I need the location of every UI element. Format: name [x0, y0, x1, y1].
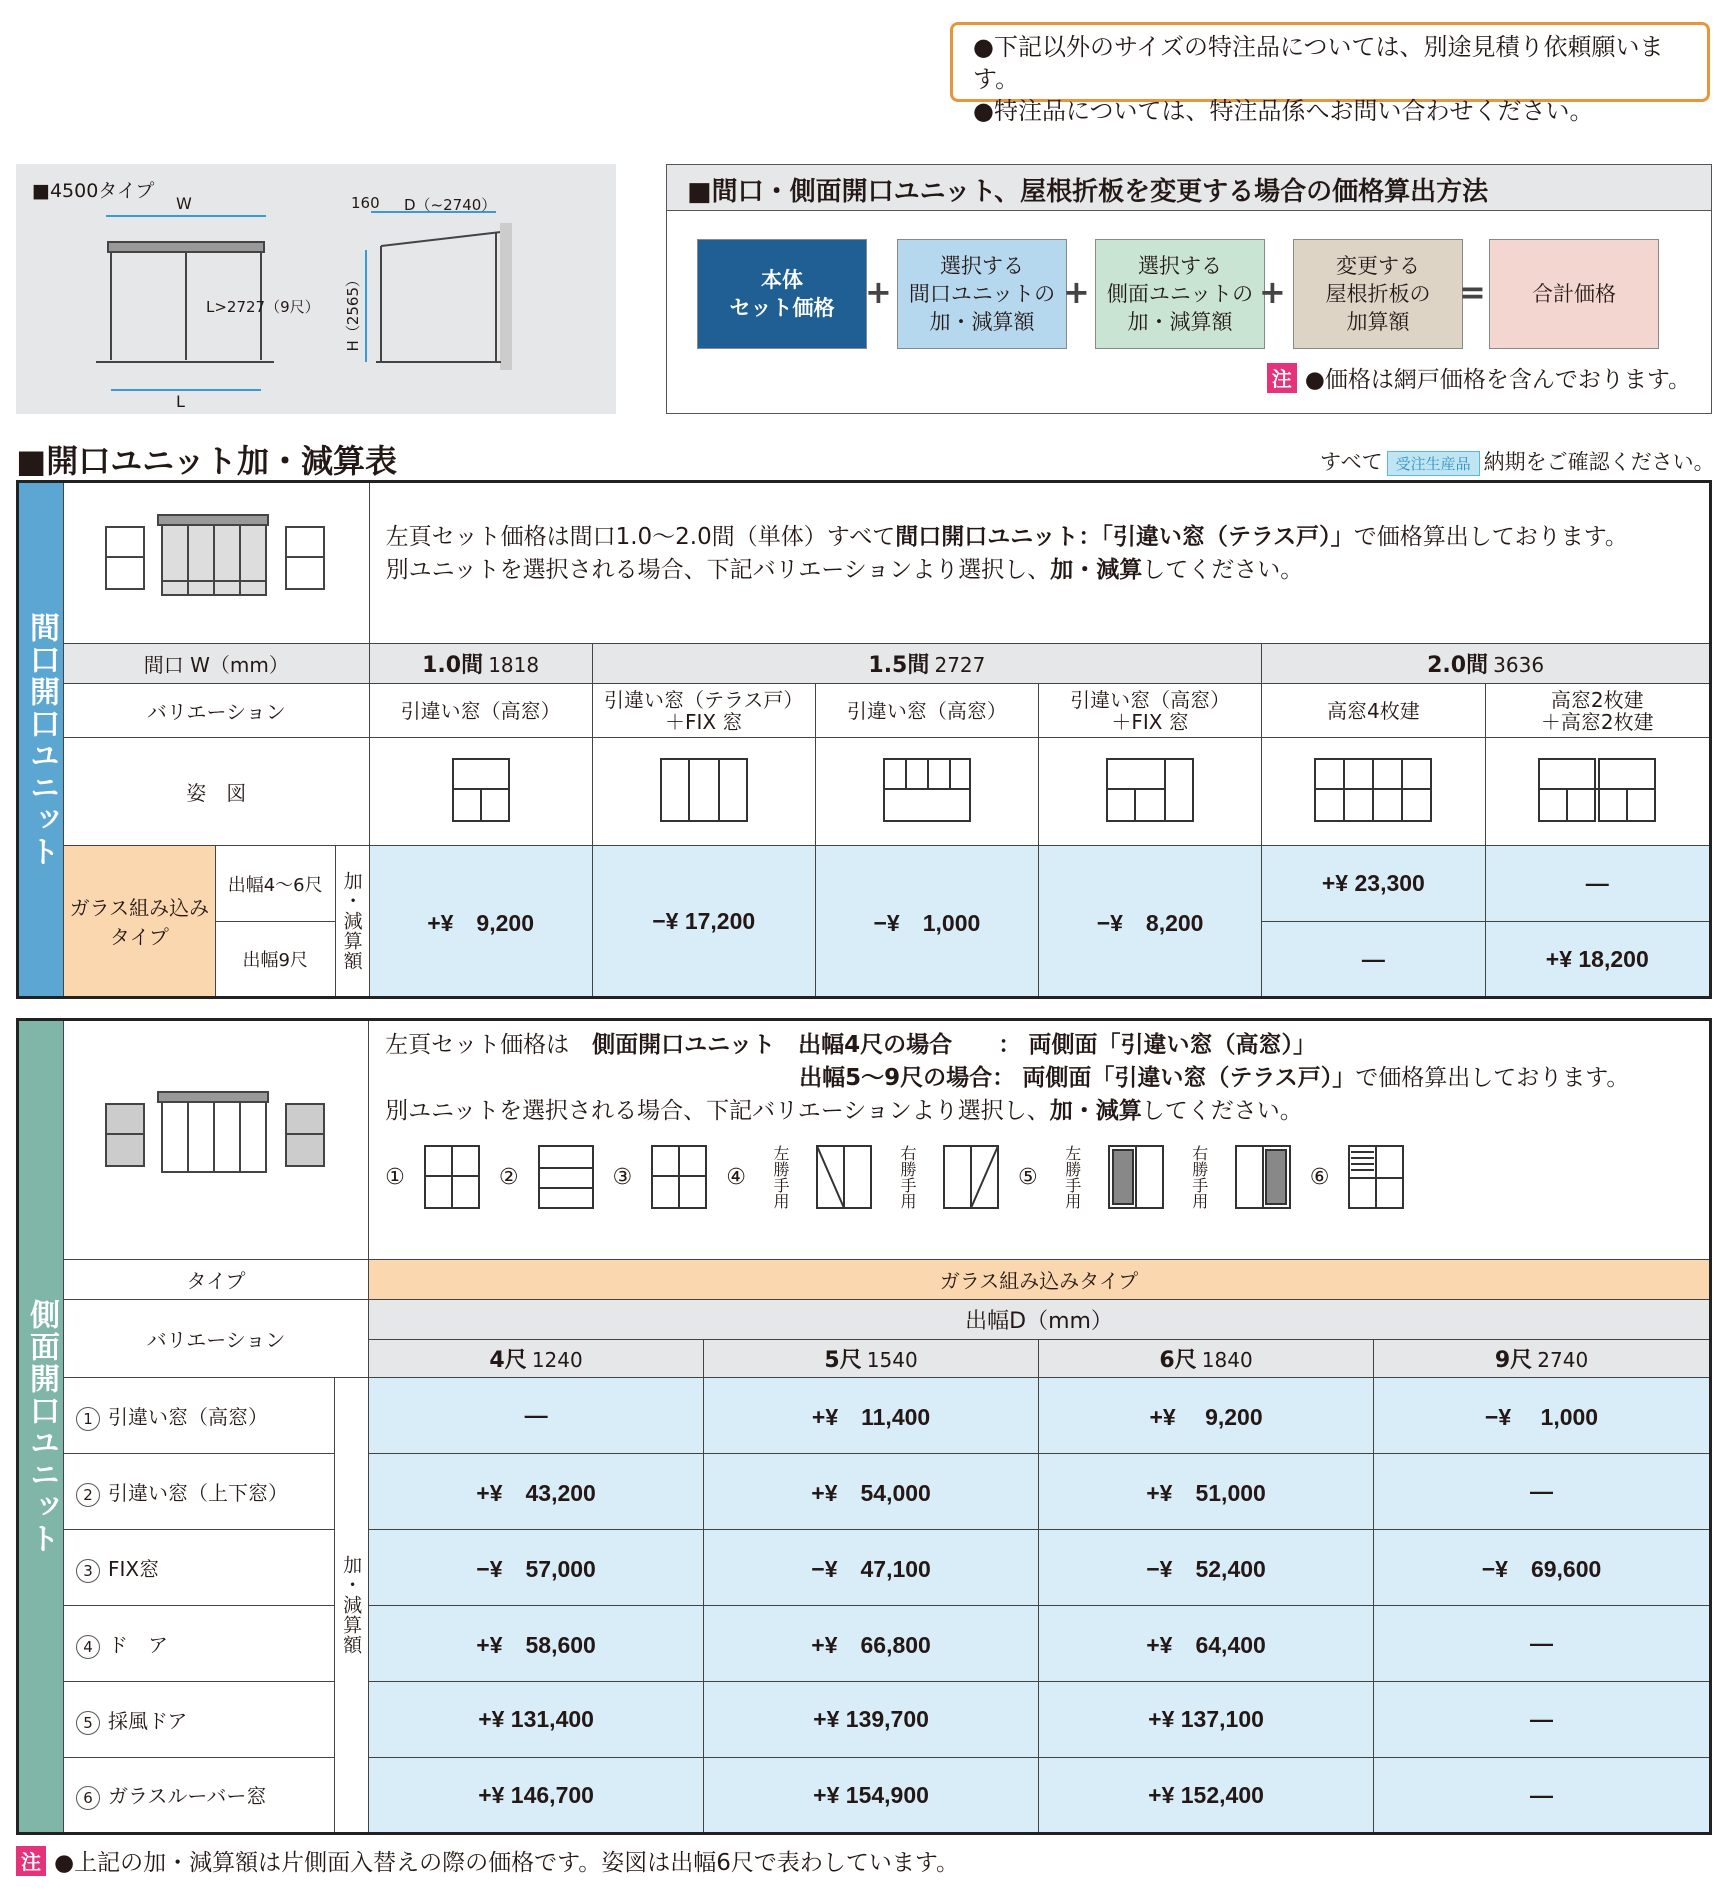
depth-4-6-label: 出幅4〜6尺	[215, 846, 335, 922]
fig-num-5: ⑤	[1018, 1164, 1038, 1190]
depth-col-mm: 1540	[866, 1348, 918, 1372]
vent-door-icon	[1234, 1144, 1292, 1210]
fig-1	[369, 738, 592, 846]
price-cell: +¥ 131,400	[369, 1682, 704, 1758]
row-number: 6	[76, 1786, 100, 1810]
dim-h: H（2565）	[344, 272, 362, 352]
intro-1-end: で価格算出しております。	[1353, 524, 1628, 550]
depth-label: 出幅D（mm）	[369, 1300, 1711, 1340]
row-label	[64, 1682, 335, 1758]
intro-a: 左頁セット価格は	[385, 1032, 570, 1058]
price-4: −¥ 8,200	[1038, 846, 1261, 998]
section-title: ■開口ユニット加・減算表	[16, 442, 397, 480]
window-figure-icon	[423, 1144, 481, 1210]
price-cell: —	[1374, 1682, 1711, 1758]
side-variation-label: バリエーション	[64, 1300, 369, 1378]
price-1: +¥ 9,200	[369, 846, 592, 998]
depth-col-mm: 1840	[1201, 1348, 1253, 1372]
span-3-mm: 3636	[1493, 653, 1545, 677]
type-label: タイプ	[64, 1260, 369, 1300]
price-cell: +¥ 51,000	[1039, 1454, 1374, 1530]
note-text: ●価格は網戸価格を含んでおります。	[1304, 367, 1691, 393]
calc-box-3: 選択する 側面ユニットの 加・減算額	[1095, 239, 1265, 349]
window-figure-icon	[451, 757, 511, 823]
row-number: 1	[76, 1407, 100, 1431]
frontage-unit-table	[16, 480, 1712, 999]
row-number: 4	[76, 1635, 100, 1659]
frontage-side-label: 間口開口ユニット	[18, 482, 64, 998]
price-cell: +¥ 139,700	[704, 1682, 1039, 1758]
frontage-unit-icon	[96, 501, 336, 621]
side-unit-table	[16, 1018, 1712, 1835]
span-1-mm: 1818	[488, 653, 540, 677]
dim-d: D（~2740）	[404, 196, 497, 214]
screen-price-note	[1267, 361, 1691, 394]
span-3	[1262, 644, 1711, 684]
door-icon	[815, 1144, 873, 1210]
calc-box-5: 合計価格	[1489, 239, 1659, 349]
price-cell: −¥ 1,000	[1374, 1378, 1711, 1454]
row-number: 3	[76, 1559, 100, 1583]
depth-col-mm: 2740	[1537, 1348, 1589, 1372]
var-3: 引違い窓（高窓）	[815, 684, 1038, 738]
row-name: ガラスルーバー窓	[108, 1784, 267, 1808]
price-cell: −¥ 69,600	[1374, 1530, 1711, 1606]
depth-col-2	[704, 1340, 1039, 1378]
equals-sign: =	[1459, 273, 1486, 311]
span-1	[369, 644, 592, 684]
price-cell: —	[1374, 1758, 1711, 1834]
price-cell: —	[1374, 1454, 1711, 1530]
fig-num-1: ①	[385, 1164, 405, 1190]
var-1: 引違い窓（高窓）	[369, 684, 592, 738]
frontage-thumbnail	[64, 482, 370, 644]
fig-num-4: ④	[726, 1164, 747, 1190]
var-6: 高窓2枚建 ＋高窓2枚建	[1485, 684, 1710, 738]
intro2: 別ユニットを選択される場合、下記バリエーションより選択し、	[385, 1098, 1050, 1124]
depth-col-4	[1374, 1340, 1711, 1378]
span-2-m: 1.5間	[868, 653, 930, 678]
price-cell: +¥ 54,000	[704, 1454, 1039, 1530]
price-cell: +¥ 9,200	[1039, 1378, 1374, 1454]
door-icon	[942, 1144, 1000, 1210]
carport-dimension-figure	[16, 164, 616, 414]
side-thumbnail	[64, 1020, 369, 1260]
notice-line-2: ●特注品については、特注品係へお問い合わせください。	[973, 97, 1594, 125]
intro2-end: してください。	[1141, 1098, 1303, 1124]
row-label	[64, 1606, 335, 1682]
price-cell: +¥ 152,400	[1039, 1758, 1374, 1834]
row-name: ド ア	[108, 1632, 168, 1657]
made-to-order-note	[1320, 446, 1715, 476]
variation-label: バリエーション	[64, 684, 370, 738]
louver-window-icon	[1347, 1144, 1405, 1210]
price-5b: —	[1262, 922, 1485, 998]
price-cell: —	[1374, 1606, 1711, 1682]
price-6a: —	[1485, 846, 1710, 922]
depth-col-shaku: 6尺	[1159, 1348, 1197, 1373]
intro-2-end: してください。	[1142, 557, 1304, 583]
fig-2	[592, 738, 815, 846]
price-2: −¥ 17,200	[592, 846, 815, 998]
addsub-label: 加・減算額	[335, 846, 369, 998]
window-figure-icon	[659, 757, 749, 823]
side-intro	[369, 1020, 1711, 1260]
right-hand-label: 右勝手用	[898, 1145, 918, 1209]
figure-label: 姿 図	[64, 738, 370, 846]
var-2: 引違い窓（テラス戸） ＋FIX 窓	[592, 684, 815, 738]
row-name: 引違い窓（高窓）	[108, 1404, 268, 1429]
price-cell: +¥ 66,800	[704, 1606, 1039, 1682]
window-figure-icon	[1105, 757, 1195, 823]
window-figure-icon	[1313, 757, 1433, 823]
variation-figures	[385, 1144, 1693, 1210]
intro-2: 別ユニットを選択される場合、下記バリエーションより選択し、	[385, 557, 1051, 583]
row-label	[64, 1378, 335, 1454]
span-1-m: 1.0間	[422, 653, 484, 678]
diagram-title: ■4500タイプ	[32, 180, 155, 202]
note-pre: すべて	[1320, 450, 1383, 474]
price-cell: +¥ 137,100	[1039, 1682, 1374, 1758]
made-to-order-badge: 受注生産品	[1387, 451, 1480, 476]
price-cell: +¥ 154,900	[704, 1758, 1039, 1834]
window-figure-icon	[650, 1144, 708, 1210]
note-post: 納期をご確認ください。	[1483, 450, 1715, 474]
glass-type-label: ガラス組み込み タイプ	[64, 846, 216, 998]
footer-badge: 注	[16, 1846, 46, 1876]
row-number: 5	[76, 1711, 100, 1735]
price-cell: −¥ 57,000	[369, 1530, 704, 1606]
price-cell: −¥ 47,100	[704, 1530, 1039, 1606]
intro-e: 両側面「引違い窓（高窓）」	[1028, 1032, 1316, 1058]
calc-box-2: 選択する 間口ユニットの 加・減算額	[897, 239, 1067, 349]
intro-d: ：	[998, 1032, 1022, 1058]
row-name: FIX窓	[108, 1556, 160, 1581]
price-cell: +¥ 64,400	[1039, 1606, 1374, 1682]
calc-title: ■間口・側面開口ユニット、屋根折板を変更する場合の価格算出方法	[667, 165, 1711, 211]
span-2	[592, 644, 1262, 684]
price-cell: +¥ 43,200	[369, 1454, 704, 1530]
footer-text: ●上記の加・減算額は片側面入替えの際の価格です。姿図は出幅6尺で表わしています。	[54, 1850, 960, 1876]
plus-sign: +	[1259, 273, 1286, 311]
calc-box-4: 変更する 屋根折板の 加算額	[1293, 239, 1463, 349]
fig-num-3: ③	[612, 1164, 633, 1190]
row-label	[64, 1454, 335, 1530]
fig-6	[1485, 738, 1710, 846]
type-value: ガラス組み込みタイプ	[369, 1260, 1711, 1300]
intro-b: 側面開口ユニット	[592, 1032, 776, 1058]
left-hand-label: 左勝手用	[771, 1145, 791, 1209]
window-figure-icon	[1537, 757, 1657, 823]
window-figure-icon	[882, 757, 972, 823]
intro-c: 出幅4尺の場合	[798, 1032, 953, 1058]
side-side-label: 側面開口ユニット	[18, 1020, 64, 1834]
row-label	[64, 1758, 335, 1834]
span-3-m: 2.0間	[1427, 653, 1489, 678]
var-4: 引違い窓（高窓） ＋FIX 窓	[1038, 684, 1261, 738]
price-cell: +¥ 11,400	[704, 1378, 1039, 1454]
span-2-mm: 2727	[934, 653, 986, 677]
price-cell: +¥ 146,700	[369, 1758, 704, 1834]
intro-f: 出幅5〜9尺の場合：	[799, 1065, 1016, 1091]
var-5: 高窓4枚建	[1262, 684, 1485, 738]
row-name: 引違い窓（上下窓）	[108, 1480, 288, 1505]
depth-col-mm: 1240	[531, 1348, 583, 1372]
right-hand-label: 右勝手用	[1189, 1145, 1209, 1209]
intro-1: 左頁セット価格は間口1.0〜2.0間（単体）すべて	[385, 524, 896, 550]
plus-sign: +	[1063, 273, 1090, 311]
fig-4	[1038, 738, 1261, 846]
intro-h: で価格算出しております。	[1355, 1065, 1630, 1091]
notice-line-1: ●下記以外のサイズの特注品については、別途見積り依頼願います。	[973, 33, 1664, 93]
fig-num-6: ⑥	[1309, 1164, 1330, 1190]
vent-door-icon	[1107, 1144, 1165, 1210]
left-hand-label: 左勝手用	[1062, 1145, 1082, 1209]
dim-l: L	[176, 392, 185, 411]
price-cell: +¥ 58,600	[369, 1606, 704, 1682]
dim-span: L>2727（9尺）	[206, 298, 320, 316]
depth-col-shaku: 4尺	[489, 1348, 527, 1373]
frontage-intro	[369, 482, 1710, 644]
dimension-diagram	[16, 164, 616, 414]
row-name: 採風ドア	[108, 1708, 188, 1733]
depth-col-1	[369, 1340, 704, 1378]
price-6b: +¥ 18,200	[1485, 922, 1710, 998]
depth-9-label: 出幅9尺	[215, 922, 335, 998]
price-cell: −¥ 52,400	[1039, 1530, 1374, 1606]
intro-2-bold: 加・減算	[1050, 557, 1143, 583]
price-3: −¥ 1,000	[815, 846, 1038, 998]
dim-w: W	[176, 194, 192, 213]
row-label	[64, 1530, 335, 1606]
calc-box-1: 本体 セット価格	[697, 239, 867, 349]
price-cell: —	[369, 1378, 704, 1454]
side-addsub-label: 加・減算額	[335, 1378, 369, 1834]
depth-col-shaku: 5尺	[824, 1348, 862, 1373]
note-badge: 注	[1267, 363, 1297, 393]
window-figure-icon	[537, 1144, 595, 1210]
dim-160: 160	[351, 194, 380, 212]
price-calculation-panel	[666, 164, 1712, 414]
custom-order-notice	[950, 22, 1710, 125]
depth-col-shaku: 9尺	[1494, 1348, 1533, 1373]
fig-3	[815, 738, 1038, 846]
plus-sign: +	[865, 273, 892, 311]
width-label: 間口 W（mm）	[64, 644, 370, 684]
side-unit-icon	[96, 1078, 336, 1198]
intro2-bold: 加・減算	[1049, 1098, 1142, 1124]
depth-col-3	[1039, 1340, 1374, 1378]
intro-1-bold: 間口開口ユニット：「引違い窓（テラス戸）」	[895, 524, 1354, 550]
fig-5	[1262, 738, 1485, 846]
footer-note	[16, 1844, 959, 1877]
row-number: 2	[76, 1483, 100, 1507]
intro-g: 両側面「引違い窓（テラス戸）」	[1022, 1065, 1356, 1091]
price-5a: +¥ 23,300	[1262, 846, 1485, 922]
fig-num-2: ②	[498, 1164, 519, 1190]
